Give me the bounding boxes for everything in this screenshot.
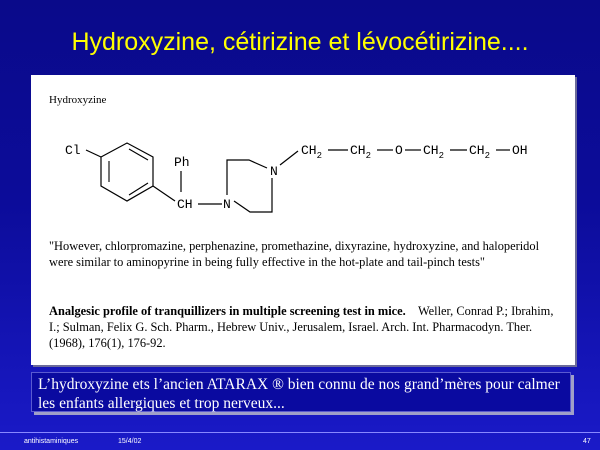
oxygen-label: O (395, 143, 403, 158)
reference-citation (49, 303, 564, 351)
slide-title: Hydroxyzine, cétirizine et lévocétirizine.... (71, 28, 529, 56)
n-chain-bond (280, 151, 298, 165)
n-top-label: N (270, 164, 278, 179)
n-bottom-label: N (223, 197, 231, 212)
cl-bond (86, 150, 101, 157)
footer-page-number: 47 (583, 438, 591, 445)
ch2-c-label: $CH_2$ (423, 143, 445, 161)
aromatic-bond-3 (129, 183, 148, 195)
footer-left: antihistaminiques (24, 438, 79, 445)
hydroxyzine-structure (31, 75, 575, 235)
ring-ch-bond (153, 186, 175, 201)
footer-date: 15/4/02 (118, 438, 142, 445)
callout-box: L’hydroxyzine ets l’ancien ATARAX ® bien connu de nos grand’mères pour calmer les enfants allergiques et trop nerveux... (31, 372, 571, 412)
ch2-d-label: $CH_2$ (469, 143, 491, 161)
aromatic-bond-2 (129, 149, 148, 160)
piperazine-bonds-upper (227, 160, 267, 195)
chlorine-label: Cl (65, 143, 81, 158)
hydroxyl-label: OH (512, 143, 528, 158)
compound-name: Hydroxyzine (49, 94, 107, 106)
footer-divider (0, 432, 600, 433)
reference-title: Analgesic profile of tranquillizers in multiple screening test in mice. (49, 304, 406, 318)
piperazine-bonds-lower (234, 178, 272, 212)
ch2-b-label: $CH_2$ (350, 143, 372, 161)
reference-details: Weller, Conrad P.; Ibrahim, I.; Sulman, Felix G. Sch. Pharm., Hebrew Univ., Jerusalem, Israel. Arch. Int. Pharmacodyn. Ther. (1968), 176(1), 176-92. (49, 304, 554, 350)
phenyl-label: Ph (174, 155, 190, 170)
ch-label: CH (177, 197, 193, 212)
ch2-a-label: $CH_2$ (301, 143, 323, 161)
quote-text: "However, chlorpromazine, perphenazine, promethazine, dixyrazine, hydroxyzine, and haloperidol were similar to aminopyrine in being fully effective in the hot-plate and tail-pinch tests" (49, 239, 540, 269)
content-panel (31, 75, 575, 365)
